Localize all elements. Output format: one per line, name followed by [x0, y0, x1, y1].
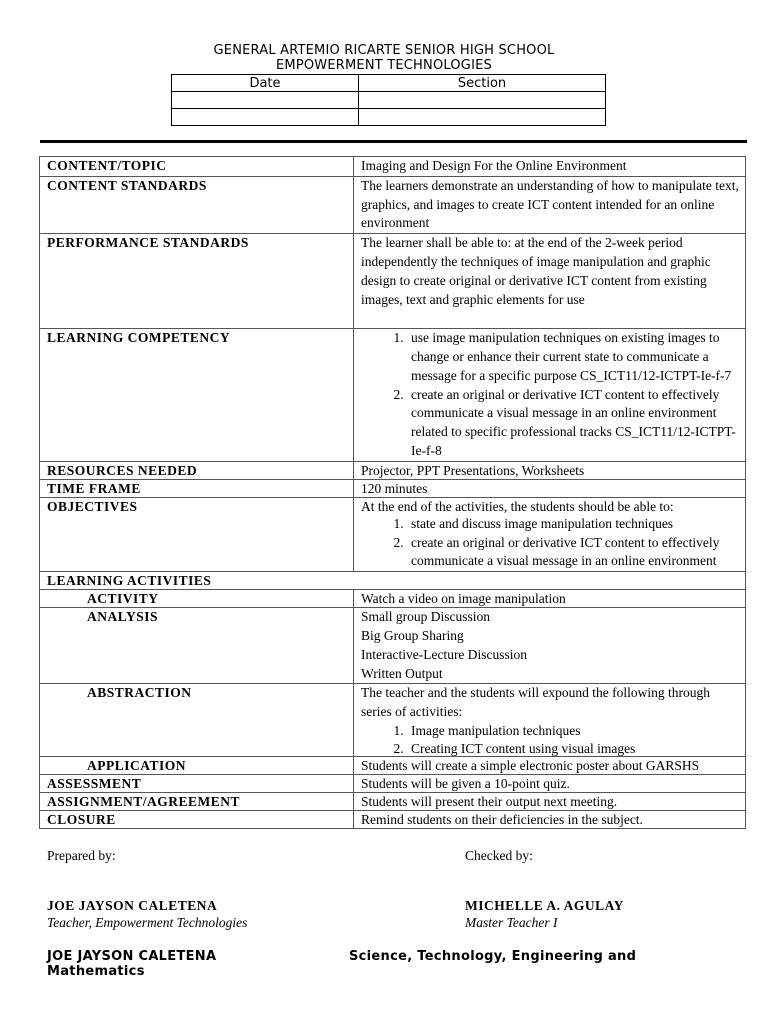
table-row [40, 774, 746, 792]
preparer-title: Teacher, Empowerment Technologies [47, 915, 248, 930]
list-item: 2. create an original or derivative ICT content to effectively communicate a visual message in an online environment related to specific professional tracks CS_ICT11/12-ICTPT-Ie-f-8 [407, 386, 739, 461]
section-cell[interactable] [359, 92, 606, 109]
row-label: ACTIVITY [40, 590, 354, 608]
table-row [40, 479, 746, 497]
table-row [40, 590, 746, 608]
objectives-list [361, 515, 739, 571]
analysis-line: Small group Discussion [361, 609, 491, 625]
table-row [40, 608, 746, 684]
competency-list [361, 329, 739, 461]
row-value: Students will present their output next meeting. [354, 792, 746, 810]
list-item: 1. Image manipulation techniques [407, 722, 739, 741]
row-label: CONTENT STANDARDS [40, 176, 354, 233]
footer-name: JOE JAYSON CALETENA [47, 949, 217, 964]
row-value: Watch a video on image manipulation [354, 590, 746, 608]
row-label: ASSESSMENT [40, 774, 354, 792]
row-value: 120 minutes [354, 479, 746, 497]
row-label: LEARNING ACTIVITIES [40, 572, 746, 590]
footer-strand: Science, Technology, Engineering and [349, 949, 637, 964]
divider-line [40, 140, 747, 143]
analysis-line: Interactive-Lecture Discussion [361, 646, 528, 662]
footer-strand-cont: Mathematics [47, 964, 145, 979]
row-value [354, 329, 746, 462]
row-label: CONTENT/TOPIC [40, 157, 354, 177]
row-label: OBJECTIVES [40, 497, 354, 571]
table-row [40, 792, 746, 810]
section-header: Section [359, 75, 606, 92]
row-value: Students will be given a 10-point quiz. [354, 774, 746, 792]
subject-title: EMPOWERMENT TECHNOLOGIES [276, 58, 492, 73]
abstraction-intro: The teacher and the students will expound the following through series of activities: [361, 685, 711, 720]
table-row [40, 684, 746, 756]
table-row [40, 810, 746, 828]
checker-name: MICHELLE A. AGULAY [465, 898, 624, 913]
preparer-name: JOE JAYSON CALETENA [47, 898, 218, 913]
checked-by-label: Checked by: [465, 848, 533, 863]
table-row [40, 756, 746, 774]
table-row [40, 234, 746, 329]
table-row [40, 329, 746, 462]
date-cell[interactable] [172, 92, 359, 109]
table-row [40, 176, 746, 233]
row-value [354, 684, 746, 756]
row-label: LEARNING COMPETENCY [40, 329, 354, 462]
table-row [40, 572, 746, 590]
row-value: Projector, PPT Presentations, Worksheets [354, 461, 746, 479]
row-label: TIME FRAME [40, 479, 354, 497]
row-label: PERFORMANCE STANDARDS [40, 234, 354, 329]
school-name: GENERAL ARTEMIO RICARTE SENIOR HIGH SCHOOL [213, 43, 555, 58]
row-label: APPLICATION [40, 756, 354, 774]
list-item: 1. state and discuss image manipulation techniques [407, 515, 739, 534]
row-value: The learner shall be able to: at the end of the 2-week period independently the techniques of image manipulation and graphic design to create original or derivative ICT content from existing images, text and graphic elements for use [354, 234, 746, 329]
analysis-line: Big Group Sharing [361, 627, 464, 643]
checker-title: Master Teacher I [465, 915, 558, 930]
row-value: The learners demonstrate an understanding of how to manipulate text, graphics, and images to create ICT content intended for an online environment [354, 176, 746, 233]
prepared-by-label: Prepared by: [47, 848, 116, 863]
row-label: ASSIGNMENT/AGREEMENT [40, 792, 354, 810]
row-label: ANALYSIS [40, 608, 354, 684]
table-row [40, 497, 746, 571]
list-item: 2. Creating ICT content using visual images [407, 741, 739, 756]
row-label: RESOURCES NEEDED [40, 461, 354, 479]
row-value [354, 608, 746, 684]
list-item: 2. create an original or derivative ICT content to effectively communicate a visual message in an online environment [407, 534, 739, 572]
row-value: Imaging and Design For the Online Environment [354, 157, 746, 177]
date-header: Date [172, 75, 359, 92]
objectives-intro: At the end of the activities, the students should be able to: [361, 498, 674, 514]
lesson-plan-table [39, 156, 746, 829]
date-cell[interactable] [172, 109, 359, 126]
abstraction-list [361, 722, 739, 756]
list-item: 1. use image manipulation techniques on existing images to change or enhance their current state to communicate a message for a specific purpose CS_ICT11/12-ICTPT-Ie-f-7 [407, 329, 739, 385]
row-label: ABSTRACTION [40, 684, 354, 756]
row-label: CLOSURE [40, 810, 354, 828]
table-row [40, 157, 746, 177]
analysis-line: Written Output [361, 665, 443, 681]
table-row [40, 461, 746, 479]
section-cell[interactable] [359, 109, 606, 126]
date-section-table [171, 74, 606, 126]
row-value: Students will create a simple electronic poster about GARSHS [354, 756, 746, 774]
row-value: Remind students on their deficiencies in the subject. [354, 810, 746, 828]
row-value [354, 497, 746, 571]
